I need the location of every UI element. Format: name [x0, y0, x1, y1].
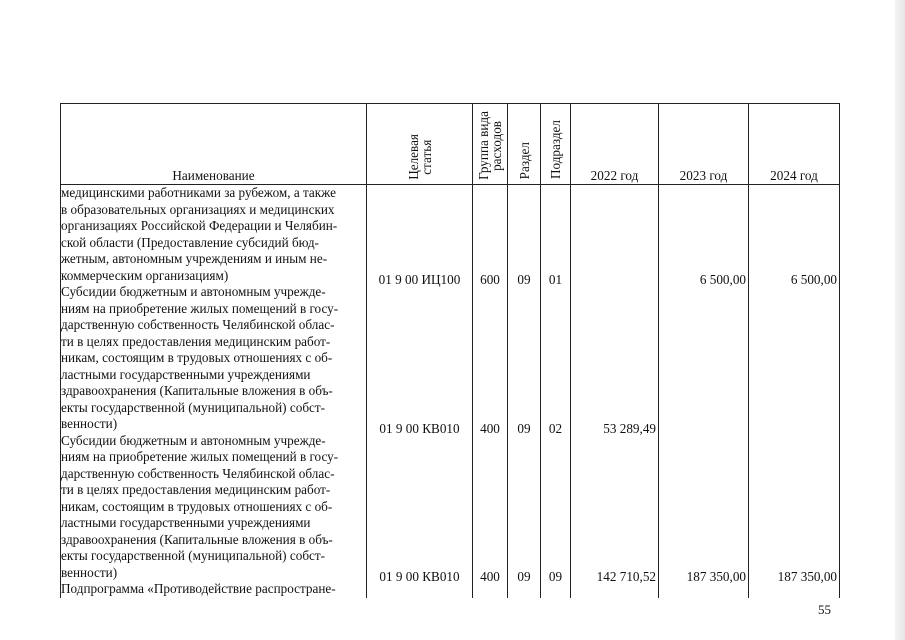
name-line: венности) [61, 564, 118, 580]
budget-table [60, 103, 840, 598]
name-line: организациях Российской Федерации и Челябин- [61, 218, 338, 233]
name-line: здравоохранения (Капитальные вложения в объ- [61, 531, 333, 547]
row3-section: 09 [517, 568, 531, 584]
name-line: екты государственной (муниципальной) собст- [61, 399, 326, 415]
row1-section: 09 [517, 271, 531, 287]
table-body-row [61, 185, 840, 598]
name-line: ластными государственными учреждениями [61, 366, 311, 382]
row3-2023: 187 350,00 [686, 568, 746, 584]
target-col [367, 185, 473, 598]
name-line: ластными государственными учреждениями [61, 515, 311, 530]
header-target: Целевая статья [367, 104, 473, 185]
y2022-col [571, 185, 659, 598]
y2023-col [659, 185, 749, 598]
row2-subsection: 02 [548, 420, 563, 436]
row1-2024: 6 500,00 [790, 271, 837, 287]
header-section: Раздел [508, 104, 541, 185]
name-line: ти в целях предоставления медицинским работ- [61, 333, 331, 349]
name-line: екты государственной (муниципальной) собст- [61, 548, 326, 563]
group-col [473, 185, 508, 598]
name-cell [61, 185, 367, 598]
row2-group: 400 [480, 420, 500, 436]
row1-2023: 6 500,00 [699, 271, 746, 287]
scan-edge [895, 0, 905, 640]
row2-2022: 53 289,49 [603, 420, 656, 436]
name-line: медицинскими работниками за рубежом, а также [61, 185, 336, 200]
name-line: никам, состоящим в трудовых отношениях с об- [61, 350, 333, 365]
page-number: 55 [818, 602, 831, 617]
name-line: ской области (Предоставление субсидий бюд- [61, 234, 319, 250]
row2-section: 09 [517, 420, 531, 436]
name-line: венности) [61, 416, 118, 431]
row3-2024: 187 350,00 [777, 568, 837, 584]
header-name: Наименование [61, 104, 367, 185]
name-line: здравоохранения (Капитальные вложения в объ- [61, 383, 333, 398]
row1-target: 01 9 00 ИЦ100 [378, 271, 461, 287]
header-subsection: Подраздел [541, 104, 571, 185]
name-line: Субсидии бюджетным и автономным учрежде- [61, 284, 326, 299]
row3-group: 400 [480, 568, 500, 584]
header-2023: 2023 год [659, 104, 749, 185]
header-group: Группа вида расходов [473, 104, 508, 185]
name-line: ниям на приобретение жилых помещений в госу- [61, 300, 339, 316]
row2-target: 01 9 00 КВ010 [379, 420, 460, 436]
header-row [61, 104, 840, 185]
name-line: Подпрограмма «Противодействие распростране- [61, 581, 336, 596]
y2024-col [749, 185, 840, 598]
row3-subsection: 09 [548, 568, 563, 584]
name-line: коммерческим организациям) [61, 267, 229, 283]
row3-2022: 142 710,52 [596, 568, 656, 584]
section-col [508, 185, 541, 598]
name-line: никам, состоящим в трудовых отношениях с об- [61, 498, 333, 514]
name-line: дарственную собственность Челябинской облас- [61, 317, 335, 332]
name-line: жетным, автономным учреждениям и иным не- [61, 251, 328, 266]
row3-target: 01 9 00 КВ010 [379, 568, 460, 584]
name-line: в образовательных организациях и медицинских [61, 201, 335, 217]
name-line: ниям на приобретение жилых помещений в госу- [61, 449, 339, 464]
row1-subsection: 01 [548, 271, 563, 287]
row1-group: 600 [480, 271, 500, 287]
subsection-col [541, 185, 571, 598]
name-line: ти в целях предоставления медицинским работ- [61, 482, 331, 497]
header-2024: 2024 год [749, 104, 840, 185]
header-2022: 2022 год [571, 104, 659, 185]
name-line: Субсидии бюджетным и автономным учрежде- [61, 432, 326, 448]
name-line: дарственную собственность Челябинской облас- [61, 465, 335, 481]
